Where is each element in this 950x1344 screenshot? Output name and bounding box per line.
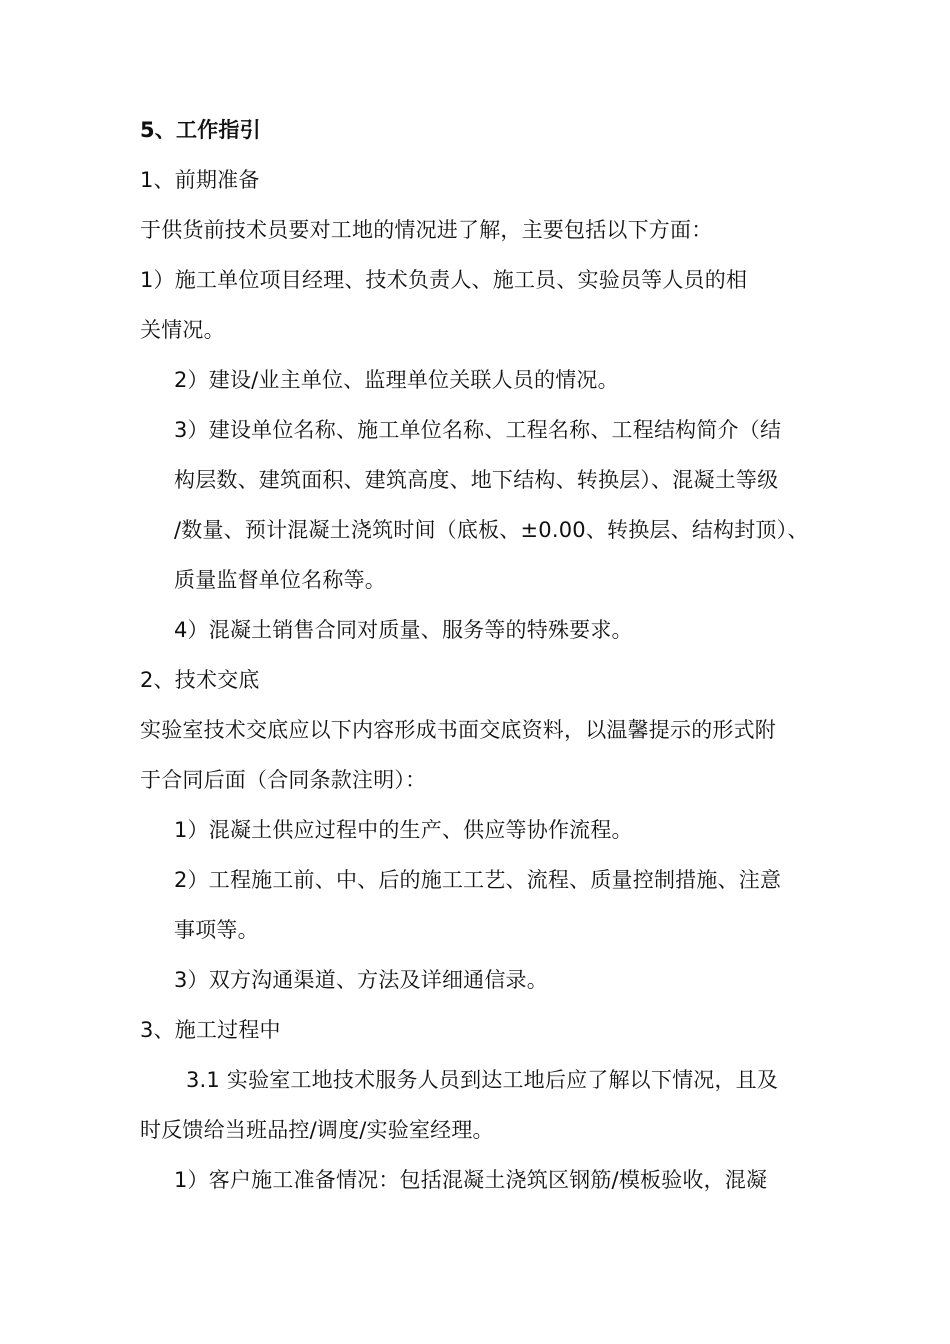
paragraph-line: 3.1 实验室工地技术服务人员到达工地后应了解以下情况，且及 [186, 1068, 779, 1092]
list-item-line: /数量、预计混凝土浇筑时间（底板、±0.00、转换层、结构封顶）、 [174, 518, 809, 542]
list-item-line: 1）客户施工准备情况：包括混凝土浇筑区钢筋/模板验收，混凝 [174, 1168, 768, 1192]
list-item-line: 2）工程施工前、中、后的施工工艺、流程、质量控制措施、注意 [174, 868, 782, 892]
list-item-line: 1）施工单位项目经理、技术负责人、施工员、实验员等人员的相 [140, 268, 748, 292]
list-item-line: 2）建设/业主单位、监理单位关联人员的情况。 [174, 368, 619, 392]
paragraph-line: 于供货前技术员要对工地的情况进了解，主要包括以下方面： [140, 218, 713, 242]
list-item-line: 3）双方沟通渠道、方法及详细通信录。 [174, 968, 548, 992]
subheading-technical-briefing: 2、技术交底 [140, 668, 260, 692]
section-heading: 5、工作指引 [140, 118, 261, 142]
list-item-line: 构层数、建筑面积、建筑高度、地下结构、转换层）、混凝土等级 [174, 468, 779, 492]
list-item-line: 1）混凝土供应过程中的生产、供应等协作流程。 [174, 818, 633, 842]
subheading-preparation: 1、前期准备 [140, 168, 260, 192]
paragraph-line: 实验室技术交底应以下内容形成书面交底资料，以温馨提示的形式附 [140, 718, 776, 742]
list-item-line: 事项等。 [174, 918, 259, 942]
list-item-line: 3）建设单位名称、施工单位名称、工程名称、工程结构简介（结 [174, 418, 782, 442]
subheading-construction: 3、施工过程中 [140, 1018, 281, 1042]
paragraph-line: 于合同后面（合同条款注明）： [140, 768, 427, 792]
list-item-line: 关情况。 [140, 318, 225, 342]
list-item-line: 质量监督单位名称等。 [174, 568, 386, 592]
paragraph-line: 时反馈给当班品控/调度/实验室经理。 [140, 1118, 494, 1142]
list-item-line: 4）混凝土销售合同对质量、服务等的特殊要求。 [174, 618, 633, 642]
